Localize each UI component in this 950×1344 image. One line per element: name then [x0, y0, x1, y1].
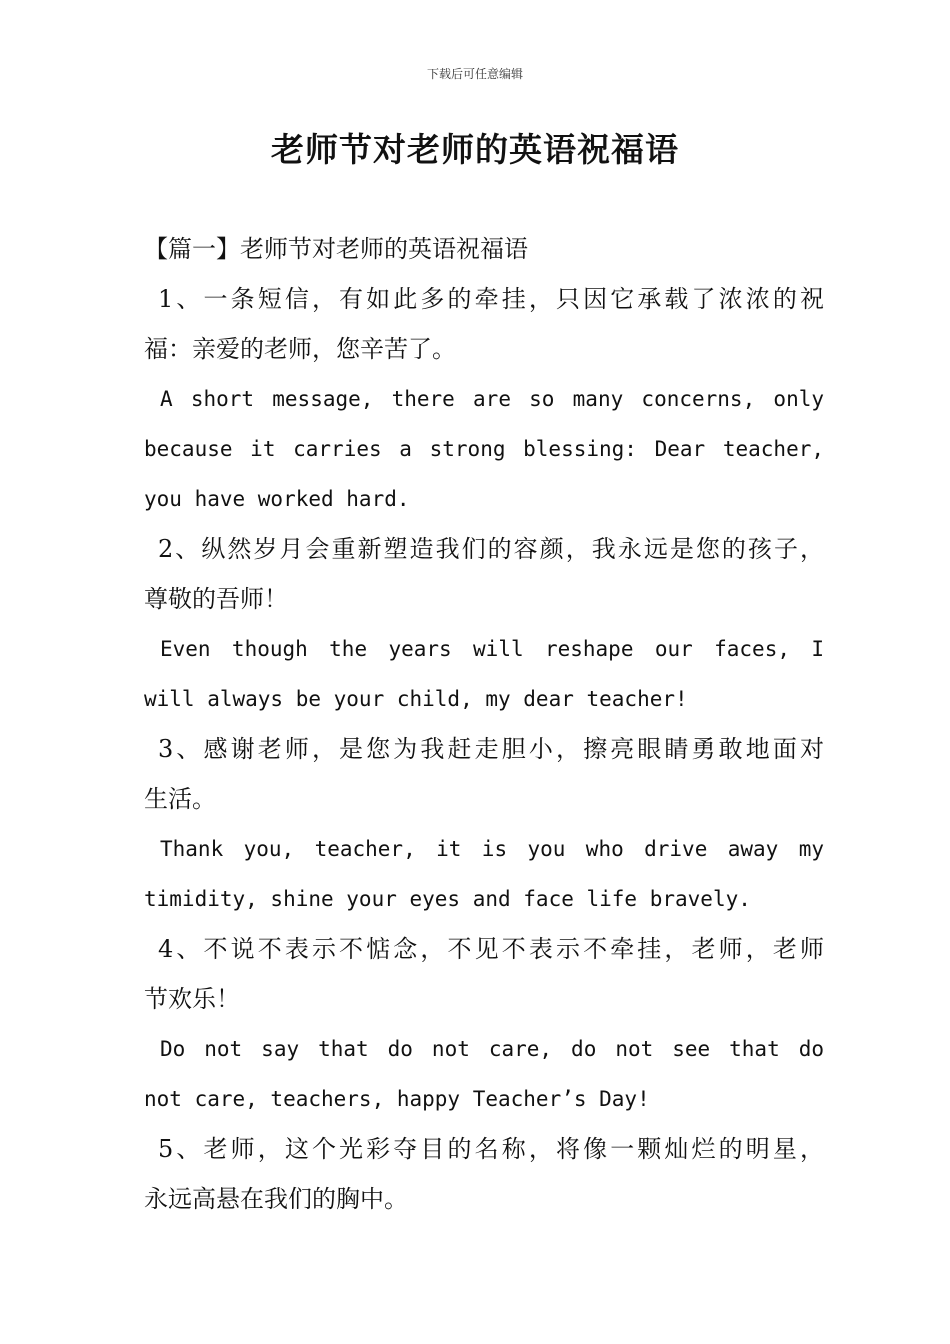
- paragraph-line: 4、不说不表示不惦念，不见不表示不牵挂，老师，老师: [158, 935, 824, 963]
- paragraph-line: Even though the years will reshape our faces, I: [160, 637, 824, 661]
- section-heading: 【篇一】老师节对老师的英语祝福语: [144, 235, 528, 263]
- paragraph-line: will always be your child, my dear teacher!: [144, 687, 688, 711]
- paragraph-line: 3、感谢老师，是您为我赶走胆小，擦亮眼睛勇敢地面对: [158, 735, 824, 763]
- header-note: 下载后可任意编辑: [426, 67, 523, 81]
- paragraph-line: you have worked hard.: [144, 487, 410, 511]
- document-title: 老师节对老师的英语祝福语: [271, 130, 679, 169]
- paragraph-line: 生活。: [144, 785, 216, 813]
- paragraph-line: Thank you, teacher, it is you who drive away my: [160, 837, 824, 861]
- paragraph-line: timidity, shine your eyes and face life bravely.: [144, 887, 751, 911]
- document-body: [144, 224, 824, 1224]
- paragraph-line: 福：亲爱的老师，您辛苦了。: [144, 335, 456, 363]
- paragraph-line: because it carries a strong blessing: Dear teacher,: [144, 437, 824, 461]
- paragraph-line: not care, teachers, happy Teacher’s Day!: [144, 1087, 650, 1111]
- paragraph-line: 永远高悬在我们的胸中。: [144, 1185, 408, 1213]
- paragraph-line: 5、老师，这个光彩夺目的名称，将像一颗灿烂的明星，: [158, 1135, 824, 1163]
- paragraph-line: 节欢乐！: [144, 985, 240, 1013]
- paragraph-line: 尊敬的吾师！: [144, 585, 288, 613]
- paragraph-line: Do not say that do not care, do not see that do: [160, 1037, 824, 1061]
- paragraph-line: 2、纵然岁月会重新塑造我们的容颜，我永远是您的孩子，: [158, 535, 824, 563]
- paragraph-line: 1、一条短信，有如此多的牵挂，只因它承载了浓浓的祝: [158, 285, 824, 313]
- paragraph-line: A short message, there are so many concerns, only: [160, 387, 824, 411]
